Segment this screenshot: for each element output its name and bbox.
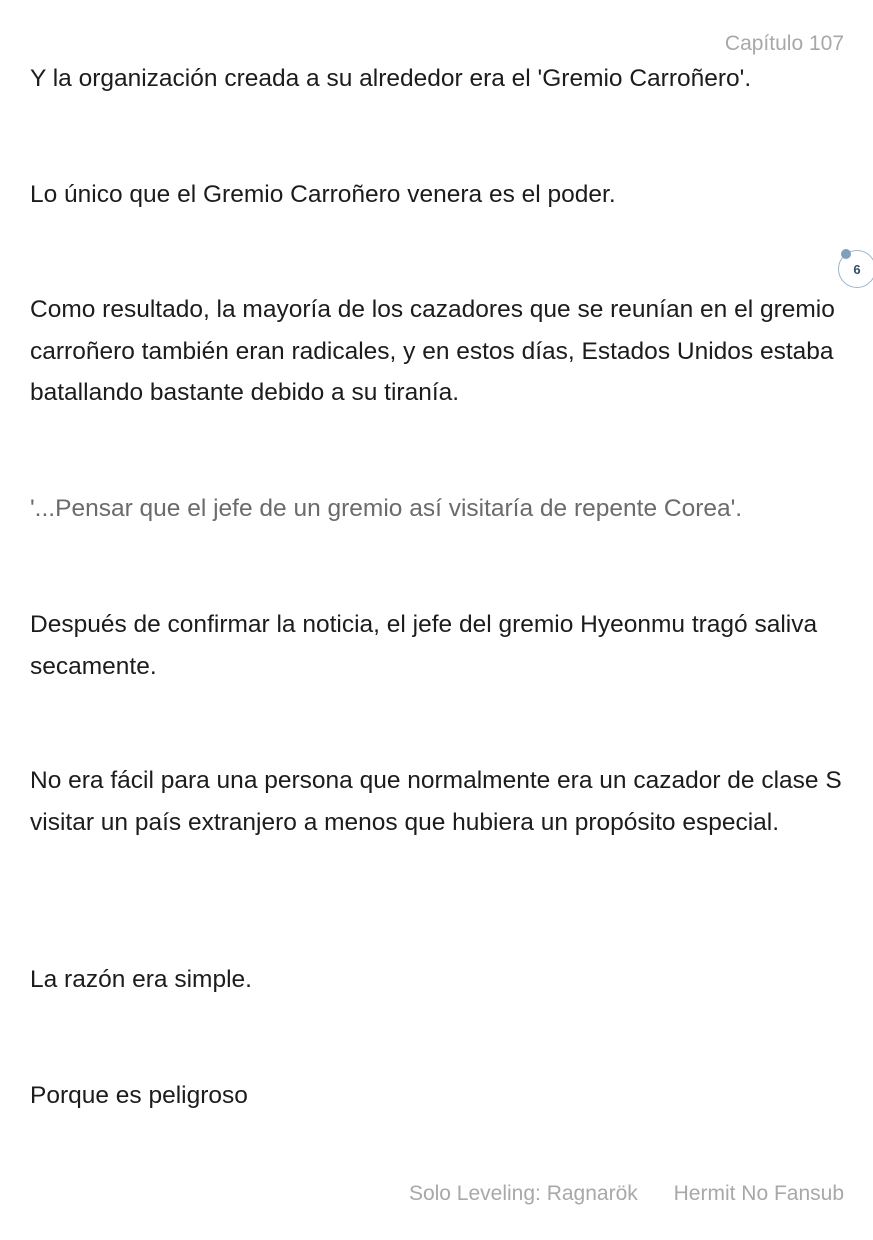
paragraph: Como resultado, la mayoría de los cazadores que se reunían en el gremio carroñero también eran radicales, y en estos días, Estados Unidos estaba batallando bastante debido a su tiranía. — [30, 296, 835, 406]
paragraph: Después de confirmar la noticia, el jefe del gremio Hyeonmu tragó saliva secamente. — [30, 611, 818, 680]
thought-paragraph: '...Pensar que el jefe de un gremio así visitaría de repente Corea'. — [30, 495, 743, 522]
chapter-label: Capítulo 107 — [724, 32, 844, 55]
footer-group-name: Hermit No Fansub — [673, 1182, 844, 1205]
footer — [409, 1182, 844, 1206]
badge-dot-icon — [841, 249, 851, 259]
paragraph: Y la organización creada a su alrededor era el 'Gremio Carroñero'. — [30, 65, 752, 92]
paragraph: Porque es peligroso — [30, 1082, 248, 1109]
paragraph: Lo único que el Gremio Carroñero venera es el poder. — [30, 181, 616, 208]
page-number-badge[interactable]: 6 — [838, 250, 873, 288]
paragraph: La razón era simple. — [30, 966, 252, 993]
paragraph: No era fácil para una persona que normalmente era un cazador de clase S visitar un país extranjero a menos que hubiera un propósito especial. — [30, 767, 842, 836]
footer-novel-title: Solo Leveling: Ragnarök — [408, 1182, 638, 1205]
